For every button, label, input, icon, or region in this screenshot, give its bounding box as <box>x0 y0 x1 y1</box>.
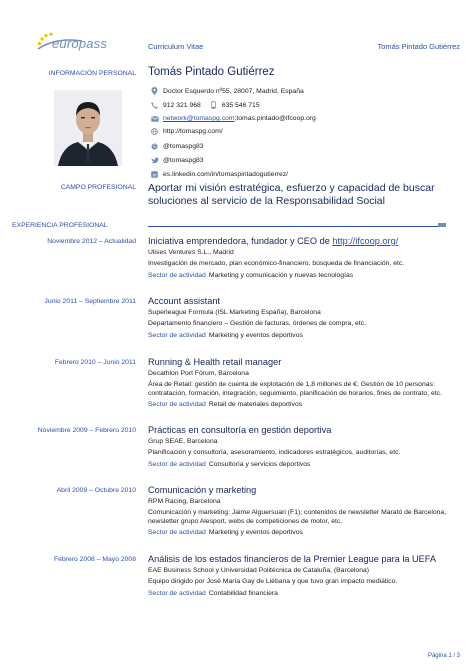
job-employer: EAE Business School y Universidad Politécnica de Cataluña, (Barcelona) <box>148 567 370 574</box>
job-title: Account assistant <box>148 296 221 306</box>
skype-icon <box>150 143 159 150</box>
website-row <box>150 128 223 135</box>
job-sector-label: Sector de actividad <box>148 401 206 409</box>
svg-text:S: S <box>153 145 156 150</box>
job-sector-label: Sector de actividad <box>148 460 206 468</box>
job-sector-label: Sector de actividad <box>148 271 206 279</box>
twitter-icon <box>150 157 159 164</box>
header-name: Tomás Pintado Gutiérrez <box>377 42 460 51</box>
job-employer: Grup SEAE, Barcelona <box>148 438 218 445</box>
job-dates: Febrero 2010 – Junio 2011 <box>54 359 136 366</box>
globe-icon <box>150 128 159 135</box>
job-sector-value: Contabilidad financiera <box>208 589 278 597</box>
job-entry <box>148 425 458 469</box>
job-sector <box>148 400 458 409</box>
job-sector <box>148 589 458 598</box>
twitter-text: @tomaspg83 <box>163 157 204 164</box>
mobile-icon <box>209 101 218 109</box>
skype-row <box>150 143 204 150</box>
job-dates: Abril 2009 – Octubre 2010 <box>56 487 136 494</box>
job-sector-label: Sector de actividad <box>148 529 206 537</box>
location-icon <box>150 87 159 95</box>
profession-text: Aportar mi visión estratégica, esfuerzo y capacidad de buscar soluciones al servicio de la Responsabilidad Social <box>148 182 435 207</box>
job-employer: Ulises Ventures S.L., Madrid <box>148 249 234 256</box>
job-title-link[interactable]: http://ifcoop.org/ <box>332 236 399 246</box>
email-icon <box>150 116 159 122</box>
linkedin-row <box>150 171 288 178</box>
job-description: Investigación de mercado, plan económico-financiero, búsqueda de financiación, etc. <box>148 260 405 267</box>
job-sector <box>148 460 458 469</box>
job-sector-value: Retail de materiales deportivos <box>208 401 303 409</box>
job-entry <box>148 485 458 537</box>
person-name: Tomás Pintado Gutiérrez <box>148 66 275 78</box>
linkedin-text[interactable]: es.linkedin.com/in/tomaspintadogutierrez/ <box>163 171 289 178</box>
job-title: Prácticas en consultoría en gestión deportiva <box>148 425 332 435</box>
page-number: Página 1 / 3 <box>427 653 460 659</box>
job-entry <box>148 296 458 340</box>
job-title: Análisis de los estados financieros de la Premier League para la UEFA <box>148 554 437 564</box>
job-sector <box>148 331 458 340</box>
job-sector <box>148 528 458 537</box>
svg-text:in: in <box>152 173 157 178</box>
job-title: Comunicación y marketing <box>148 485 257 495</box>
skype-text: @tomaspg83 <box>163 143 204 150</box>
address-text: Doctor Esquerdo nº55, 28007, Madrid, España <box>163 87 304 95</box>
mobile-text: 635 546 715 <box>221 101 260 109</box>
job-description: Comunicación y marketing: Jaime Alguersuari (F1); contenidos de newsletter Marató de Barcelona, newsletter grupo Alesport, webs de competiciones de motor, etc. <box>148 509 447 525</box>
phone-row <box>150 101 260 109</box>
job-title: Iniciativa emprendedora, fundador y CEO de http://ifcoop.org/ <box>148 236 399 246</box>
job-sector-value: Marketing y eventos deportivos <box>208 331 303 339</box>
experience-rule-end <box>438 223 446 227</box>
europass-logo-text: europass <box>52 36 108 51</box>
phone-text: 912 321 968 <box>163 101 201 109</box>
job-dates: Febrero 2008 – Mayo 2008 <box>54 556 136 563</box>
job-description: Departamento financiero – Gestión de facturas, órdenes de compra, etc. <box>148 320 366 327</box>
job-description: Área de Retail: gestión de cuenta de explotación de 1,8 millones de €; Gestión de 10 personas: contratación, formación, integración, seguimiento, planificación de horarios, fines de contrato, etc. <box>148 381 442 397</box>
job-sector <box>148 271 458 280</box>
job-employer: Decathlon Port Fòrum, Barcelona <box>148 370 249 377</box>
job-description: Equipo dirigido por José María Gay de Liébana y que tuvo gran impacto mediático. <box>148 578 398 585</box>
profession-label: CAMPO PROFESIONAL <box>60 184 136 191</box>
person-photo-icon <box>54 90 122 166</box>
job-entry <box>148 236 458 280</box>
experience-rule <box>148 226 438 227</box>
phone-icon <box>150 102 159 109</box>
email-link-network[interactable]: network@tomaspg.com <box>163 115 235 122</box>
job-title: Running & Health retail manager <box>148 357 282 367</box>
job-entry <box>148 554 458 598</box>
job-dates: Noviembre 2009 – Febrero 2010 <box>37 427 136 434</box>
twitter-row <box>150 157 204 164</box>
job-dates: Noviembre 2012 – Actualidad <box>47 238 136 245</box>
email-text-ifcoop[interactable]: tomas.pintado@ifcoop.org <box>236 115 316 122</box>
job-sector-label: Sector de actividad <box>148 331 206 339</box>
email-row <box>150 115 316 122</box>
job-entry <box>148 357 458 409</box>
job-dates: Junio 2011 – Septiembre 2011 <box>44 298 136 305</box>
job-sector-value: Marketing y eventos deportivos <box>208 529 303 537</box>
job-employer: Superleague Formula (ISL Marketing España), Barcelona <box>148 309 321 316</box>
profile-photo <box>54 90 122 166</box>
linkedin-icon <box>150 171 159 178</box>
job-sector-value: Marketing y comunicación y nuevas tecnologías <box>208 271 354 279</box>
website-link[interactable]: http://tomaspg.com/ <box>163 128 223 135</box>
job-sector-value: Consultoría y servicios deportivos <box>208 460 311 468</box>
document-title: Curriculum Vitae <box>148 42 204 51</box>
address-row <box>150 87 304 95</box>
job-employer: RPM Racing, Barcelona <box>148 498 221 505</box>
job-description: Planificación y consultoría, asesoramiento, indicadores estratégicos, auditorías, etc. <box>148 449 401 456</box>
experience-label: EXPERIENCIA PROFESIONAL <box>12 222 108 229</box>
personal-info-label: INFORMACIÓN PERSONAL <box>48 70 136 77</box>
job-sector-label: Sector de actividad <box>148 589 206 597</box>
email-separator: ; <box>234 115 237 122</box>
